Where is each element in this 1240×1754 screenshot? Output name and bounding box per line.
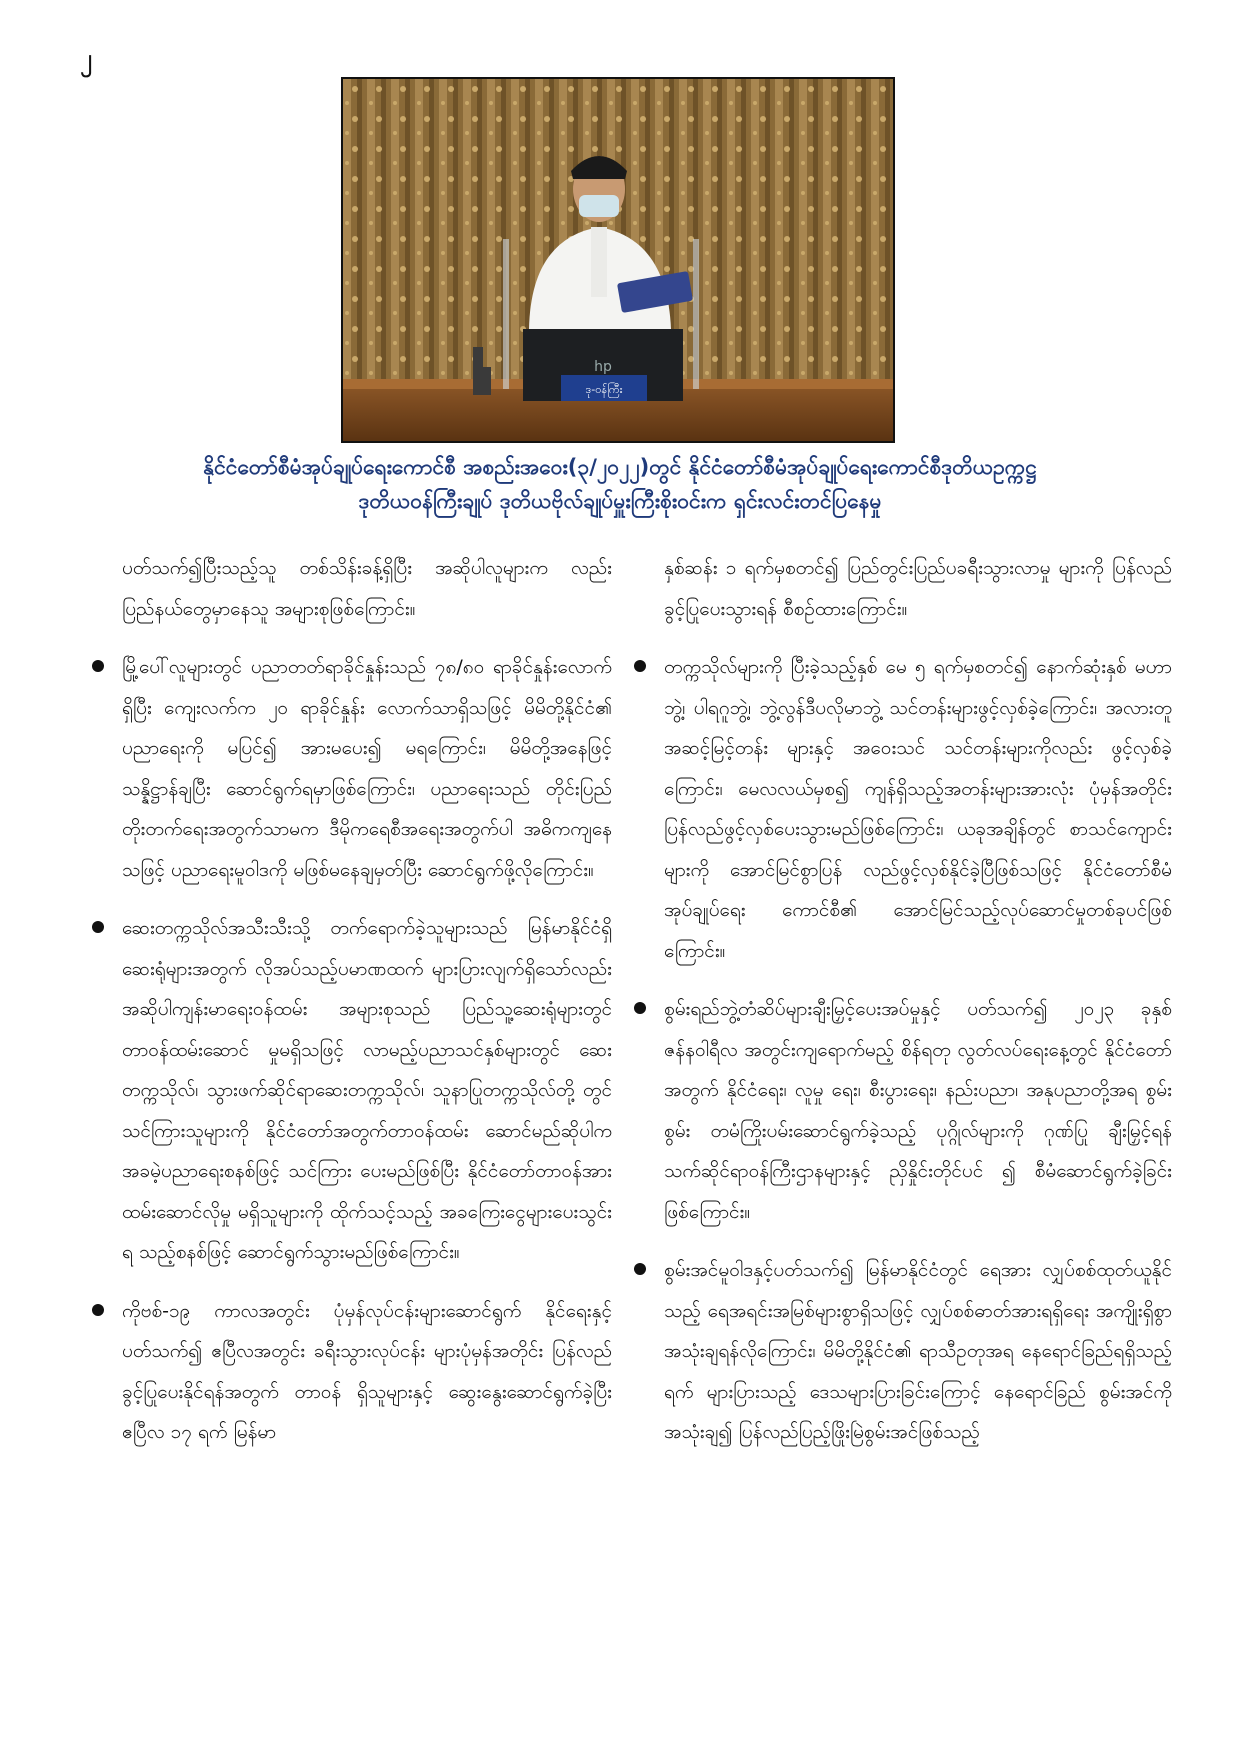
- placard-text: ဒု-ဝန်ကြီး: [585, 383, 623, 396]
- bullet-icon: [634, 1002, 646, 1014]
- bullet-icon: [634, 660, 646, 672]
- bullet-text: ကိုဗစ်-၁၉ ကာလအတွင်း ပုံမှန်လုပ်ငန်းများဆောင်ရွက် နိုင်ရေးနှင့်ပတ်သက်၍ ဧပြီလအတွင်း ခရီးသွားလုပ်ငန်း များပုံမှန်အတိုင်း ပြန်လည်ခွင့်ပြုပေးနိုင်ရန်အတွက် တာဝန် ရှိသူများနှင့် ဆွေးနွေးဆောင်ရွက်ခဲ့ပြီး ဧပြီလ ၁၇ ရက် မြန်မာ: [122, 1299, 612, 1443]
- caption-line-1: နိုင်ငံတော်စီမံအုပ်ချုပ်ရေးကောင်စီ အစည်းအဝေး(၃/၂၀၂၂)တွင် နိုင်ငံတော်စီမံအုပ်ချုပ်ရေးကောင်စီဒုတိယဥက္ကဋ္ဌ: [203, 455, 1037, 479]
- bullet-icon: [92, 1304, 104, 1316]
- left-column: [122, 548, 612, 1471]
- bullet-icon: [634, 1263, 646, 1275]
- right-intro-paragraph: နှစ်ဆန်း ၁ ရက်မှစတင်၍ ပြည်တွင်းပြည်ပခရီးသွားလာမှု များကို ပြန်လည်ခွင့်ပြုပေးသွားရန် စီစဉ်ထားကြောင်း။: [664, 557, 1172, 620]
- left-bullet-item: [122, 647, 612, 890]
- page-number: ၂: [80, 44, 92, 72]
- right-bullet-item: [664, 647, 1172, 971]
- left-bullet-item: [122, 1291, 612, 1453]
- photo-caption: [100, 450, 1140, 518]
- right-column: [664, 548, 1172, 1471]
- bullet-text: မြို့ပေါ်လူများတွင် ပညာတတ်ရာခိုင်နှုန်းသည် ၇၈/၈၀ ရာခိုင်နှုန်းလောက်ရှိပြီး ကျေးလက်က ၂၀ ရာခိုင်နှုန်း လောက်သာရှိသဖြင့် မိမိတို့နိုင်ငံ၏ ပညာရေးကို မပြင်၍ အားမပေး၍ မရကြောင်း၊ မိမိတို့အနေဖြင့် သန္နိဋ္ဌာန်ချပြီး ဆောင်ရွက်ရမှာဖြစ်ကြောင်း၊ ပညာရေးသည် တိုင်းပြည် တိုးတက်ရေးအတွက်သာမက ဒီမိုကရေစီအရေးအတွက်ပါ အဓိကကျနေသဖြင့် ပညာရေးမူဝါဒကို မဖြစ်မနေချမှတ်ပြီး ဆောင်ရွက်ဖို့လိုကြောင်း။: [122, 656, 612, 881]
- meeting-photo: [341, 77, 895, 443]
- right-bullet-item: [664, 989, 1172, 1232]
- caption-line-2: ဒုတိယဝန်ကြီးချုပ် ဒုတိယဗိုလ်ချုပ်မှူးကြီးစိုးဝင်းက ရှင်းလင်းတင်ပြနေမှု: [358, 489, 882, 513]
- bullet-text: စွမ်းရည်ဘွဲ့တံဆိပ်များချီးမြှင့်ပေးအပ်မှုနှင့် ပတ်သက်၍ ၂၀၂၃ ခုနှစ် ဇန်နဝါရီလ အတွင်းကျရောက်မည့် စိန်ရတု လွတ်လပ်ရေးနေ့တွင် နိုင်ငံတော်အတွက် နိုင်ငံရေး၊ လူမှု ရေး၊ စီးပွားရေး၊ နည်းပညာ၊ အနုပညာတို့အရ စွမ်းစွမ်း တမံကြိုးပမ်းဆောင်ရွက်ခဲ့သည့် ပုဂ္ဂိုလ်များကို ဂုဏ်ပြု ချီးမြှင့်ရန် သက်ဆိုင်ရာဝန်ကြီးဌာနများနှင့် ညှိနှိုင်းတိုင်ပင် ၍ စီမံဆောင်ရွက်ခဲ့ခြင်းဖြစ်ကြောင်း။: [664, 998, 1172, 1223]
- bullet-icon: [92, 660, 104, 672]
- laptop-logo: hp: [594, 359, 612, 375]
- left-bullet-item: [122, 908, 612, 1273]
- bullet-text: စွမ်းအင်မူဝါဒနှင့်ပတ်သက်၍ မြန်မာနိုင်ငံတွင် ရေအား လျှပ်စစ်ထုတ်ယူနိုင်သည့် ရေအရင်းအမြစ်များစွာရှိသဖြင့် လျှပ်စစ်ဓာတ်အားရရှိရေး အကျိုးရှိစွာအသုံးချရန်လိုကြောင်း၊ မိမိတို့နိုင်ငံ၏ ရာသီဥတုအရ နေရောင်ခြည်ရရှိသည့်ရက် များပြားသည့် ဒေသများပြားခြင်းကြောင့် နေရောင်ခြည် စွမ်းအင်ကိုအသုံးချ၍ ပြန်လည်ပြည့်ဖြိုးမြဲစွမ်းအင်ဖြစ်သည့်: [664, 1259, 1172, 1443]
- bullet-text: တက္ကသိုလ်များကို ပြီးခဲ့သည့်နှစ် မေ ၅ ရက်မှစတင်၍ နောက်ဆုံးနှစ် မဟာဘွဲ့၊ ပါရဂူဘွဲ့၊ ဘွဲ့လွန်ဒီပလိုမာဘွဲ့ သင်တန်းများဖွင့်လှစ်ခဲ့ကြောင်း၊ အလားတူအဆင့်မြင့်တန်း များနှင့် အဝေးသင် သင်တန်းများကိုလည်း ဖွင့်လှစ်ခဲ့ ကြောင်း၊ မေလလယ်မှစ၍ ကျန်ရှိသည့်အတန်းများအားလုံး ပုံမှန်အတိုင်း ပြန်လည်ဖွင့်လှစ်ပေးသွားမည်ဖြစ်ကြောင်း၊ ယခုအချိန်တွင် စာသင်ကျောင်းများကို အောင်မြင်စွာပြန် လည်ဖွင့်လှစ်နိုင်ခဲ့ပြီဖြစ်သဖြင့် နိုင်ငံတော်စီမံအုပ်ချုပ်ရေး ကောင်စီ၏ အောင်မြင်သည့်လုပ်ဆောင်မှုတစ်ခုပင်ဖြစ် ကြောင်း။: [664, 656, 1172, 962]
- right-bullet-item: [664, 1250, 1172, 1453]
- left-intro-paragraph: ပတ်သက်၍ပြီးသည့်သူ တစ်သိန်းခန့်ရှိပြီး အဆိုပါလူများက လည်း ပြည်နယ်တွေမှာနေသူ အများစုဖြစ်ကြောင်း။: [122, 557, 612, 620]
- bullet-text: ဆေးတက္ကသိုလ်အသီးသီးသို့ တက်ရောက်ခဲ့သူများသည် မြန်မာနိုင်ငံရှိဆေးရုံများအတွက် လိုအပ်သည့်ပမာဏထက် များပြားလျက်ရှိသော်လည်း အဆိုပါကျန်းမာရေးဝန်ထမ်း အများစုသည် ပြည်သူ့ဆေးရုံများတွင် တာဝန်ထမ်းဆောင် မှုမရှိသဖြင့် လာမည့်ပညာသင်နှစ်များတွင် ဆေးတက္ကသိုလ်၊ သွားဖက်ဆိုင်ရာဆေးတက္ကသိုလ်၊ သူနာပြုတက္ကသိုလ်တို့ တွင် သင်ကြားသူများကို နိုင်ငံတော်အတွက်တာဝန်ထမ်း ဆောင်မည်ဆိုပါက အခမဲ့ပညာရေးစနစ်ဖြင့် သင်ကြား ပေးမည်ဖြစ်ပြီး နိုင်ငံတော်တာဝန်အား ထမ်းဆောင်လိုမှု မရှိသူများကို ထိုက်သင့်သည့် အခကြေးငွေများပေးသွင်းရ သည့်စနစ်ဖြင့် ဆောင်ရွက်သွားမည်ဖြစ်ကြောင်း။: [122, 917, 612, 1263]
- bullet-icon: [92, 921, 104, 933]
